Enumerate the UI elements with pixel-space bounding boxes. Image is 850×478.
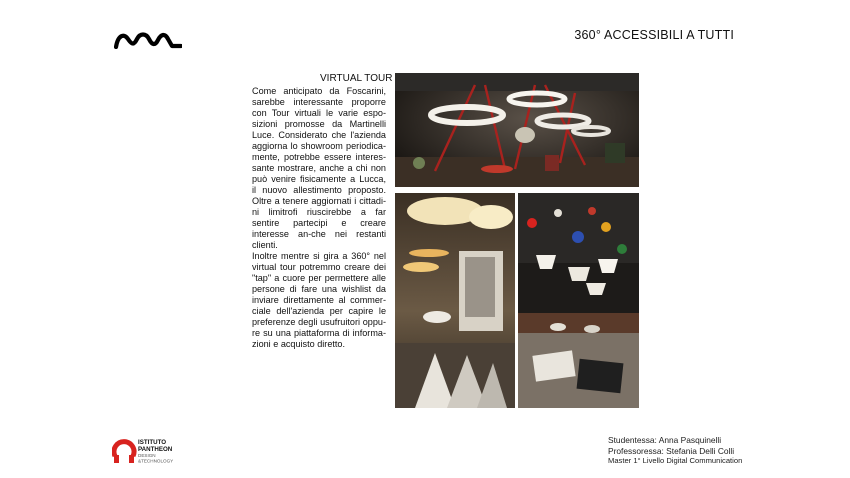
paragraph: Come anticipato da Foscarini, sarebbe interessante proporre con Tour virtuali le varie espo-sizioni promosse da Martinelli Luce. Considerato che l'azienda aggiorna lo showroom periodica-mente, potrebbe essere interes-sante mostrare, anche a chi non può venire fisicamente a Lucca, il nuovo allestimento proposto. Oltre a tenere aggiornati i cittadi-ni limitrofi riuscirebbe a far sentire partecipi e creare interesse an-che nei restanti clienti.	[252, 86, 386, 250]
showroom-pendant-lamps-photo	[395, 193, 515, 408]
page-title: 360° ACCESSIBILI A TUTTI	[574, 28, 734, 42]
showroom-ring-lamps-photo	[395, 73, 639, 187]
student-name: Studentessa: Anna Pasquinelli	[608, 435, 722, 445]
school-logo-text: &TECHNOLOGY	[138, 458, 174, 464]
school-logo-text: ISTITUTO	[138, 439, 167, 446]
ma-logo-icon	[114, 29, 182, 49]
school-logo-text: PANTHEON	[138, 446, 173, 453]
professor-name: Professoressa: Stefania Delli Colli	[608, 445, 735, 456]
section-title: VIRTUAL TOUR	[320, 73, 393, 84]
school-logo-text: DESIGN	[138, 453, 156, 458]
istituto-pantheon-logo-icon	[112, 434, 192, 466]
credits	[608, 435, 742, 467]
master-program: Master 1° Livello Digital Communication	[608, 456, 743, 466]
paragraph: Inoltre mentre si gira a 360° nel virtual tour potremmo creare dei "tap" a cuore per permettere alle persone di fare una wishlist da inviare direttamente al commer-ciale dell'azienda per capire le preferenze degli usufruitori oppu-re su una piattaforma di informa-zioni e acquisto diretto.	[252, 251, 386, 349]
showroom-colorful-lamps-photo	[518, 193, 639, 408]
body-text	[252, 86, 386, 350]
